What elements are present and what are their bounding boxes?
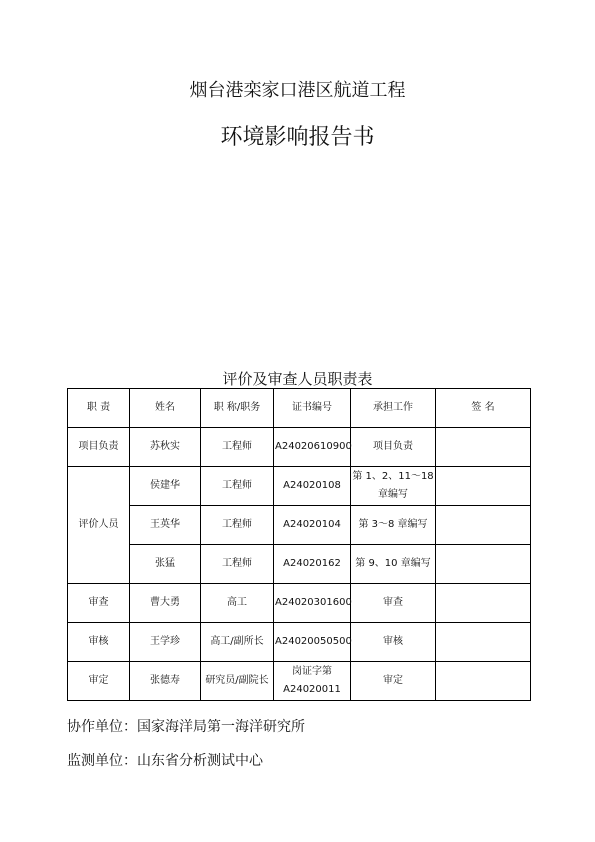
title-cell: 工程师 <box>201 506 274 545</box>
col-header-work: 承担工作 <box>351 389 436 428</box>
name-cell: 张猛 <box>130 545 201 584</box>
col-header-signature: 签 名 <box>436 389 531 428</box>
col-header-role: 职 责 <box>68 389 130 428</box>
work-cell: 审定 <box>351 662 436 701</box>
personnel-table <box>67 388 531 701</box>
cert-cell: 岗证字第 A24020011 <box>274 662 351 701</box>
name-cell: 王英华 <box>130 506 201 545</box>
role-cell: 项目负责 <box>68 428 130 467</box>
col-header-cert: 证书编号 <box>274 389 351 428</box>
cert-cell: A24020162 <box>274 545 351 584</box>
work-cell: 第 3～8 章编写 <box>351 506 436 545</box>
table-header-row <box>68 389 531 428</box>
role-cell: 审查 <box>68 584 130 623</box>
signature-cell <box>436 623 531 662</box>
col-header-title: 职 称/职务 <box>201 389 274 428</box>
title-cell: 高工 <box>201 584 274 623</box>
table-row <box>68 467 531 506</box>
monitoring-unit: 监测单位：山东省分析测试中心 <box>67 753 263 769</box>
table-caption: 评价及审查人员职责表 <box>222 370 373 388</box>
table-row <box>68 506 531 545</box>
role-cell: 审定 <box>68 662 130 701</box>
work-cell: 第 1、2、11～18 章编写 <box>351 467 436 506</box>
name-cell: 王学珍 <box>130 623 201 662</box>
table-row <box>68 662 531 701</box>
cert-cell: A24020108 <box>274 467 351 506</box>
role-cell: 审核 <box>68 623 130 662</box>
title-cell: 工程师 <box>201 545 274 584</box>
work-cell: 审查 <box>351 584 436 623</box>
signature-cell <box>436 584 531 623</box>
work-cell: 审核 <box>351 623 436 662</box>
project-title: 烟台港栾家口港区航道工程 <box>189 80 406 101</box>
title-cell: 工程师 <box>201 467 274 506</box>
signature-cell <box>436 467 531 506</box>
name-cell: 曹大勇 <box>130 584 201 623</box>
cert-cell: A24020301600 <box>274 584 351 623</box>
table-row <box>68 623 531 662</box>
title-cell: 高工/副所长 <box>201 623 274 662</box>
signature-cell <box>436 662 531 701</box>
name-cell: 张德寿 <box>130 662 201 701</box>
cert-cell: A24020050500 <box>274 623 351 662</box>
table-row <box>68 545 531 584</box>
cooperating-unit: 协作单位：国家海洋局第一海洋研究所 <box>67 719 305 735</box>
table-row <box>68 428 531 467</box>
signature-cell <box>436 506 531 545</box>
signature-cell <box>436 428 531 467</box>
work-cell: 第 9、10 章编写 <box>351 545 436 584</box>
cert-cell: A24020104 <box>274 506 351 545</box>
title-cell: 研究员/副院长 <box>201 662 274 701</box>
table-row <box>68 584 531 623</box>
role-cell: 评价人员 <box>68 467 130 584</box>
work-cell: 项目负责 <box>351 428 436 467</box>
cert-cell: A24020610900 <box>274 428 351 467</box>
name-cell: 侯建华 <box>130 467 201 506</box>
report-title: 环境影响报告书 <box>220 125 375 150</box>
title-cell: 工程师 <box>201 428 274 467</box>
col-header-name: 姓名 <box>130 389 201 428</box>
signature-cell <box>436 545 531 584</box>
name-cell: 苏秋实 <box>130 428 201 467</box>
